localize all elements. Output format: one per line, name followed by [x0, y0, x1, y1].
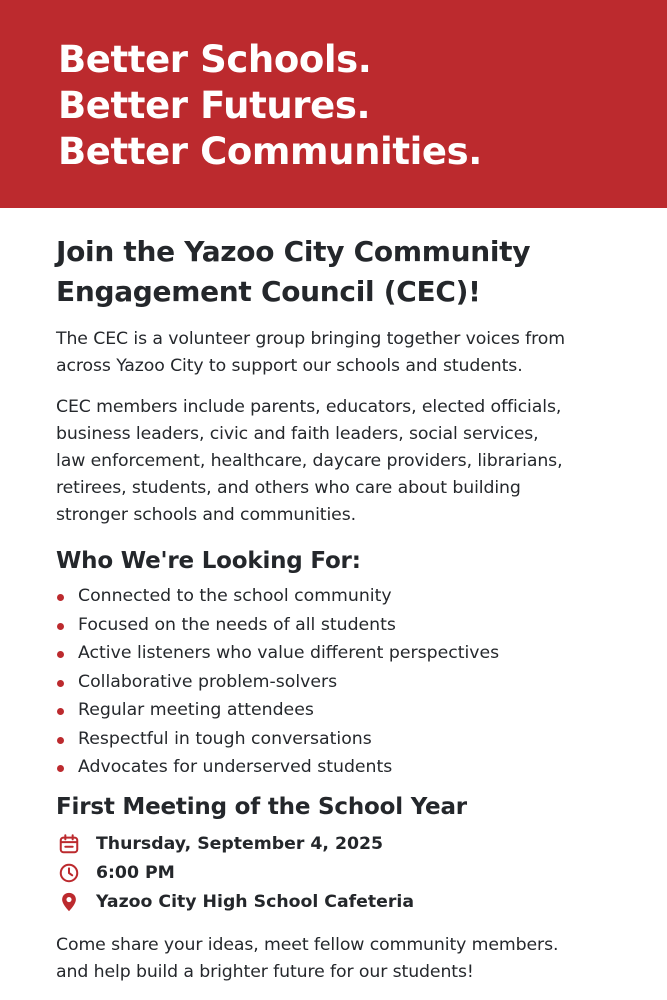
list-item-text: Regular meeting attendees: [78, 700, 314, 720]
bullet-icon: [57, 651, 64, 658]
bullet-icon: [57, 680, 64, 687]
banner-headline: [58, 37, 482, 175]
looking-for-list: [56, 582, 616, 782]
bullet-icon: [57, 623, 64, 630]
bullet-icon: [57, 765, 64, 772]
members-line: stronger schools and communities.: [56, 505, 356, 525]
list-item: [56, 639, 616, 668]
meeting-date-row: [56, 830, 616, 859]
title-line: Join the Yazoo City Community: [56, 235, 531, 268]
closing-line: Come share your ideas, meet fellow community members.: [56, 934, 559, 955]
meeting-date: Thursday, September 4, 2025: [96, 833, 384, 854]
list-item: [56, 696, 616, 725]
flyer-content: [56, 232, 616, 986]
list-item: [56, 611, 616, 640]
list-item: [56, 753, 616, 782]
header-banner: [0, 0, 667, 208]
page-title: [56, 232, 616, 312]
members-line: business leaders, civic and faith leaders, social services,: [56, 424, 539, 444]
meeting-location: Yazoo City High School Cafeteria: [96, 891, 414, 912]
list-item-text: Active listeners who value different perspectives: [78, 643, 500, 663]
list-item: [56, 582, 616, 611]
clock-icon: [58, 862, 80, 884]
members-paragraph: [56, 394, 616, 529]
bullet-icon: [57, 708, 64, 715]
banner-line: Better Communities.: [58, 130, 482, 173]
intro-paragraph: [56, 326, 616, 380]
list-item-text: Respectful in tough conversations: [78, 728, 372, 749]
banner-line: Better Schools.: [58, 38, 372, 81]
members-line: law enforcement, healthcare, daycare providers, librarians,: [56, 451, 563, 471]
closing-line: and help build a brighter future for our students!: [56, 961, 474, 982]
list-item: [56, 725, 616, 754]
members-line: CEC members include parents, educators, elected officials,: [56, 397, 562, 417]
intro-line: across Yazoo City to support our schools and students.: [56, 356, 523, 376]
members-line: retirees, students, and others who care about building: [56, 478, 521, 498]
looking-for-heading: Who We're Looking For:: [56, 548, 361, 574]
list-item-text: Connected to the school community: [78, 586, 392, 606]
bullet-icon: [57, 737, 64, 744]
calendar-icon: [58, 833, 80, 855]
list-item-text: Collaborative problem-solvers: [78, 671, 338, 692]
list-item-text: Focused on the needs of all students: [78, 614, 396, 635]
meeting-time: 6:00 PM: [96, 862, 175, 883]
intro-line: The CEC is a volunteer group bringing together voices from: [56, 329, 565, 349]
location-pin-icon: [58, 891, 80, 913]
bullet-icon: [57, 594, 64, 601]
meeting-location-row: [56, 888, 616, 917]
list-item-text: Advocates for underserved students: [78, 757, 393, 777]
meeting-details: [56, 830, 616, 917]
closing-paragraph: [56, 932, 616, 986]
meeting-heading: First Meeting of the School Year: [56, 793, 467, 820]
banner-line: Better Futures.: [58, 84, 371, 127]
meeting-time-row: [56, 859, 616, 888]
list-item: [56, 668, 616, 697]
title-line: Engagement Council (CEC)!: [56, 275, 481, 308]
